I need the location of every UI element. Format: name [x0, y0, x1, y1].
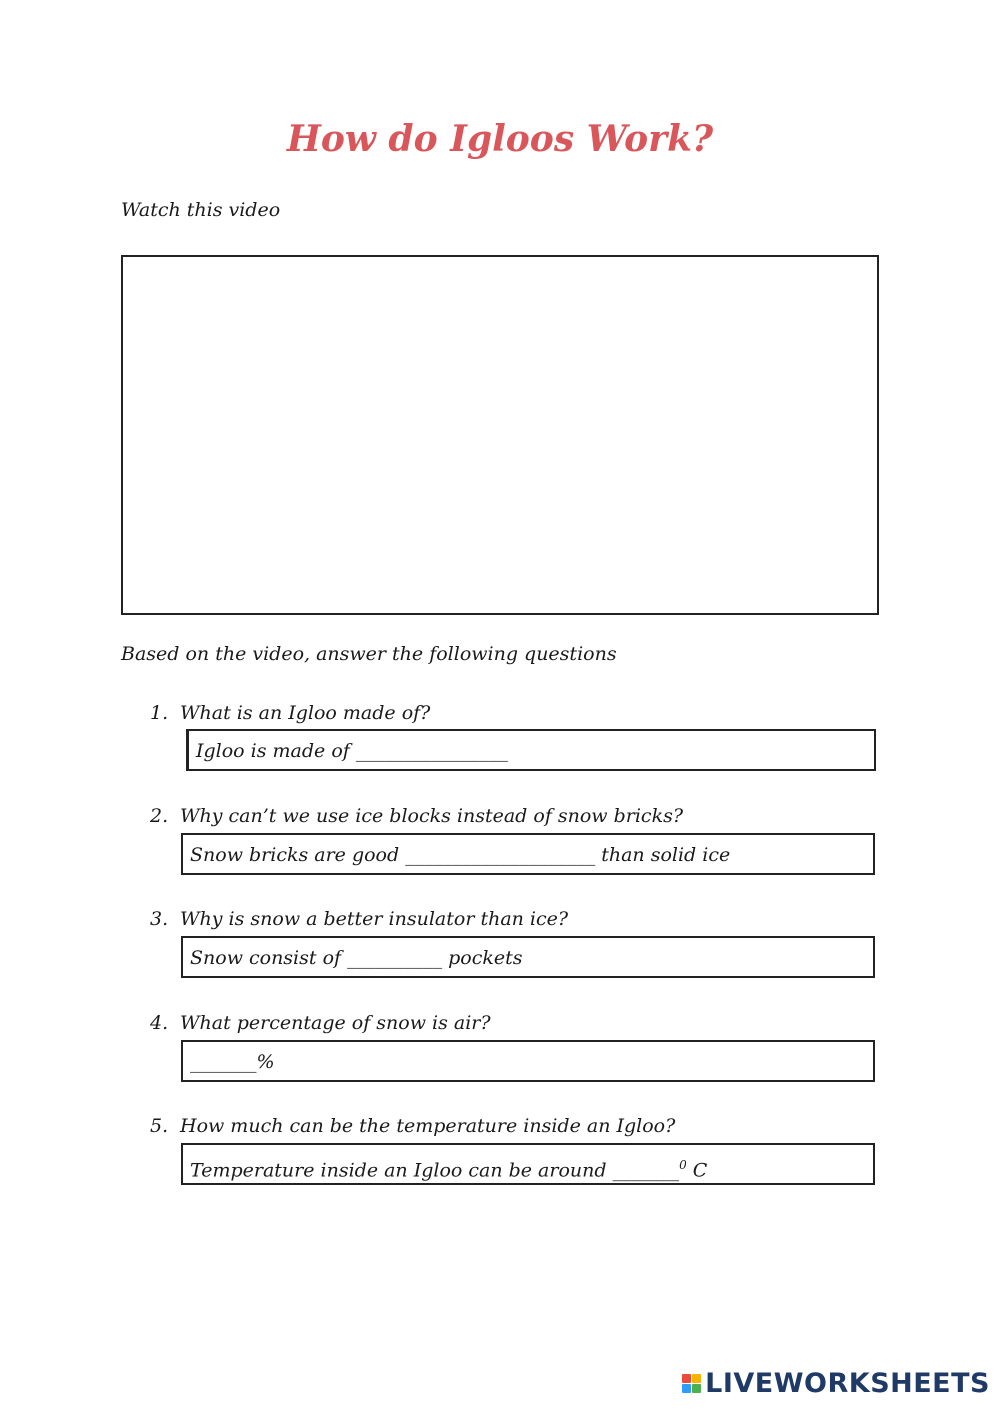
question-1 — [150, 702, 430, 724]
question-number: 3. — [150, 908, 169, 930]
answer-field-1[interactable] — [186, 729, 876, 771]
question-text: What percentage of snow is air? — [180, 1012, 491, 1034]
answer-text: _______% — [190, 1051, 275, 1073]
answer-field-3[interactable] — [181, 936, 875, 978]
question-number: 1. — [150, 702, 169, 724]
logo-text: LIVEWORKSHEETS — [705, 1368, 990, 1399]
logo-square — [682, 1384, 691, 1393]
answer-suffix: C — [686, 1159, 708, 1182]
answer-field-2[interactable] — [181, 833, 875, 875]
question-4 — [150, 1012, 491, 1034]
question-text: What is an Igloo made of? — [180, 702, 431, 724]
question-number: 4. — [150, 1012, 169, 1034]
answer-text: Temperature inside an Igloo can be around _______ — [190, 1159, 680, 1182]
question-number: 2. — [150, 805, 169, 827]
questions-instruction: Based on the video, answer the following questions — [121, 643, 617, 665]
question-3 — [150, 908, 568, 930]
degree-superscript: 0 — [679, 1158, 687, 1172]
liveworksheets-logo — [682, 1368, 990, 1399]
video-embed-area[interactable] — [121, 255, 879, 615]
question-text: Why can’t we use ice blocks instead of snow bricks? — [180, 805, 684, 827]
question-5 — [150, 1115, 675, 1137]
answer-text: Snow bricks are good ____________________ than solid ice — [190, 844, 731, 866]
answer-field-4[interactable] — [181, 1040, 875, 1082]
answer-text: Snow consist of __________ pockets — [190, 947, 523, 969]
question-text: How much can be the temperature inside an Igloo? — [180, 1115, 676, 1137]
question-2 — [150, 805, 683, 827]
logo-square — [692, 1374, 701, 1383]
video-instruction: Watch this video — [121, 199, 281, 221]
question-number: 5. — [150, 1115, 169, 1137]
logo-square — [692, 1384, 701, 1393]
logo-square — [682, 1374, 691, 1383]
answer-field-5[interactable] — [181, 1143, 875, 1185]
answer-text: Igloo is made of ________________ — [196, 740, 508, 762]
question-text: Why is snow a better insulator than ice? — [180, 908, 569, 930]
logo-grid-icon — [682, 1374, 701, 1393]
page-title: How do Igloos Work? — [286, 118, 714, 160]
